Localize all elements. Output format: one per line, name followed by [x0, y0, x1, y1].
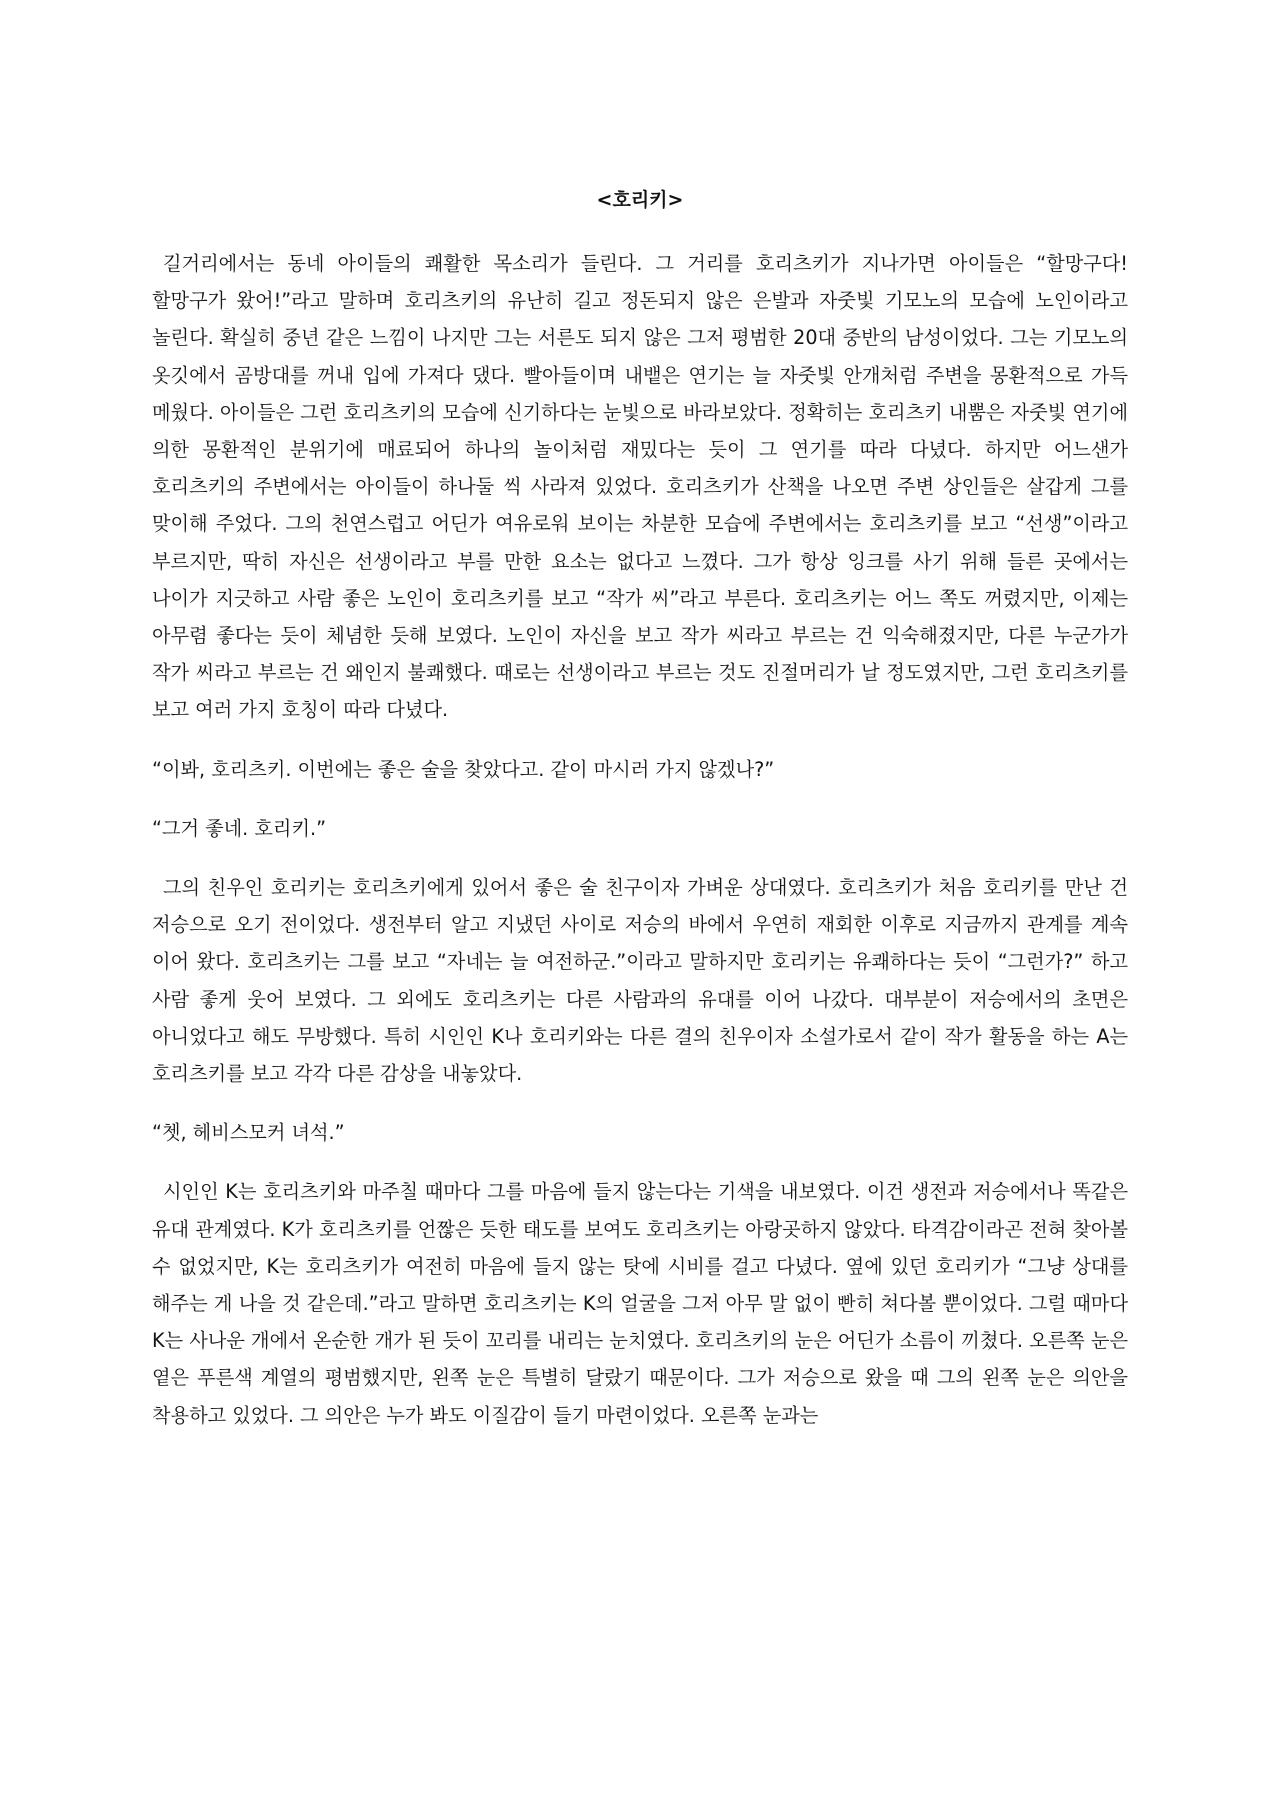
- paragraph-6: 시인인 K는 호리츠키와 마주칠 때마다 그를 마음에 들지 않는다는 기색을 내보였다. 이건 생전과 저승에서나 똑같은 유대 관계였다. K가 호리츠키를 언짢은 듯한 태도를 보여도 호리츠키는 아랑곳하지 않았다. 타격감이라곤 전혀 찾아볼 수 없었지만, K는 호리츠키가 여전히 마음에 들지 않는 탓에 시비를 걸고 다녔다. 옆에 있던 호리키가 “그냥 상대를 해주는 게 나을 것 같은데.”라고 말하면 호리츠키는 K의 얼굴을 그저 아무 말 없이 빤히 쳐다볼 뿐이었다. 그럴 때마다 K는 사나운 개에서 온순한 개가 된 듯이 꼬리를 내리는 눈치였다. 호리츠키의 눈은 어딘가 소름이 끼쳤다. 오른쪽 눈은 옅은 푸른색 계열의 평범했지만, 왼쪽 눈은 특별히 달랐기 때문이다. 그가 저승으로 왔을 때 그의 왼쪽 눈은 의안을 착용하고 있었다. 그 의안은 누가 봐도 이질감이 들기 마련이었다. 오른쪽 눈과는: [152, 1180, 1128, 1427]
- document-body: [152, 245, 1128, 1456]
- paragraph-3-dialogue: “그거 좋네. 호리키.”: [152, 816, 327, 840]
- document-title: <호리키>: [596, 189, 684, 211]
- paragraph-4: 그의 친우인 호리키는 호리츠키에게 있어서 좋은 술 친구이자 가벼운 상대였다. 호리츠키가 처음 호리키를 만난 건 저승으로 오기 전이었다. 생전부터 알고 지냈던 사이로 저승의 바에서 우연히 재회한 이후로 지금까지 관계를 계속 이어 왔다. 호리츠키는 그를 보고 “자네는 늘 여전하군.”이라고 말하지만 호리키는 유쾌하다는 듯이 “그런가?” 하고 사람 좋게 웃어 보였다. 그 외에도 호리츠키는 다른 사람과의 유대를 이어 나갔다. 대부분이 저승에서의 초면은 아니었다고 해도 무방했다. 특히 시인인 K나 호리키와는 다른 결의 친우이자 소설가로서 같이 작가 활동을 하는 A는 호리츠키를 보고 각각 다른 감상을 내놓았다.: [152, 876, 1128, 1086]
- paragraph-2-dialogue: “이봐, 호리츠키. 이번에는 좋은 술을 찾았다고. 같이 마시러 가지 않겠나?”: [152, 757, 775, 781]
- paragraph-1: 길거리에서는 동네 아이들의 쾌활한 목소리가 들린다. 그 거리를 호리츠키가 지나가면 아이들은 “할망구다! 할망구가 왔어!”라고 말하며 호리츠키의 유난히 길고 정돈되지 않은 은발과 자줏빛 기모노의 모습에 노인이라고 놀린다. 확실히 중년 같은 느낌이 나지만 그는 서른도 되지 않은 그저 평범한 20대 중반의 남성이었다. 그는 기모노의 옷깃에서 곰방대를 꺼내 입에 가져다 댔다. 빨아들이며 내뱉은 연기는 늘 자줏빛 안개처럼 주변을 몽환적으로 가득 메웠다. 아이들은 그런 호리츠키의 모습에 신기하다는 눈빛으로 바라보았다. 정확히는 호리츠키 내뿜은 자줏빛 연기에 의한 몽환적인 분위기에 매료되어 하나의 놀이처럼 재밌다는 듯이 그 연기를 따라 다녔다. 하지만 어느샌가 호리츠키의 주변에서는 아이들이 하나둘 씩 사라져 있었다. 호리츠키가 산책을 나오면 주변 상인들은 살갑게 그를 맞이해 주었다. 그의 천연스럽고 어딘가 여유로워 보이는 차분한 모습에 주변에서는 호리츠키를 보고 “선생”이라고 부르지만, 딱히 자신은 선생이라고 부를 만한 요소는 없다고 느꼈다. 그가 항상 잉크를 사기 위해 들른 곳에서는 나이가 지긋하고 사람 좋은 노인이 호리츠키를 보고 “작가 씨”라고 부른다. 호리츠키는 어느 쪽도 꺼렸지만, 이제는 아무렴 좋다는 듯이 체념한 듯해 보였다. 노인이 자신을 보고 작가 씨라고 부르는 건 익숙해졌지만, 다른 누군가가 작가 씨라고 부르는 건 왜인지 불쾌했다. 때로는 선생이라고 부르는 것도 진절머리가 날 정도였지만, 그런 호리츠키를 보고 여러 가지 호칭이 따라 다녔다.: [152, 252, 1128, 722]
- paragraph-5-dialogue: “쳇, 헤비스모커 녀석.”: [152, 1121, 345, 1145]
